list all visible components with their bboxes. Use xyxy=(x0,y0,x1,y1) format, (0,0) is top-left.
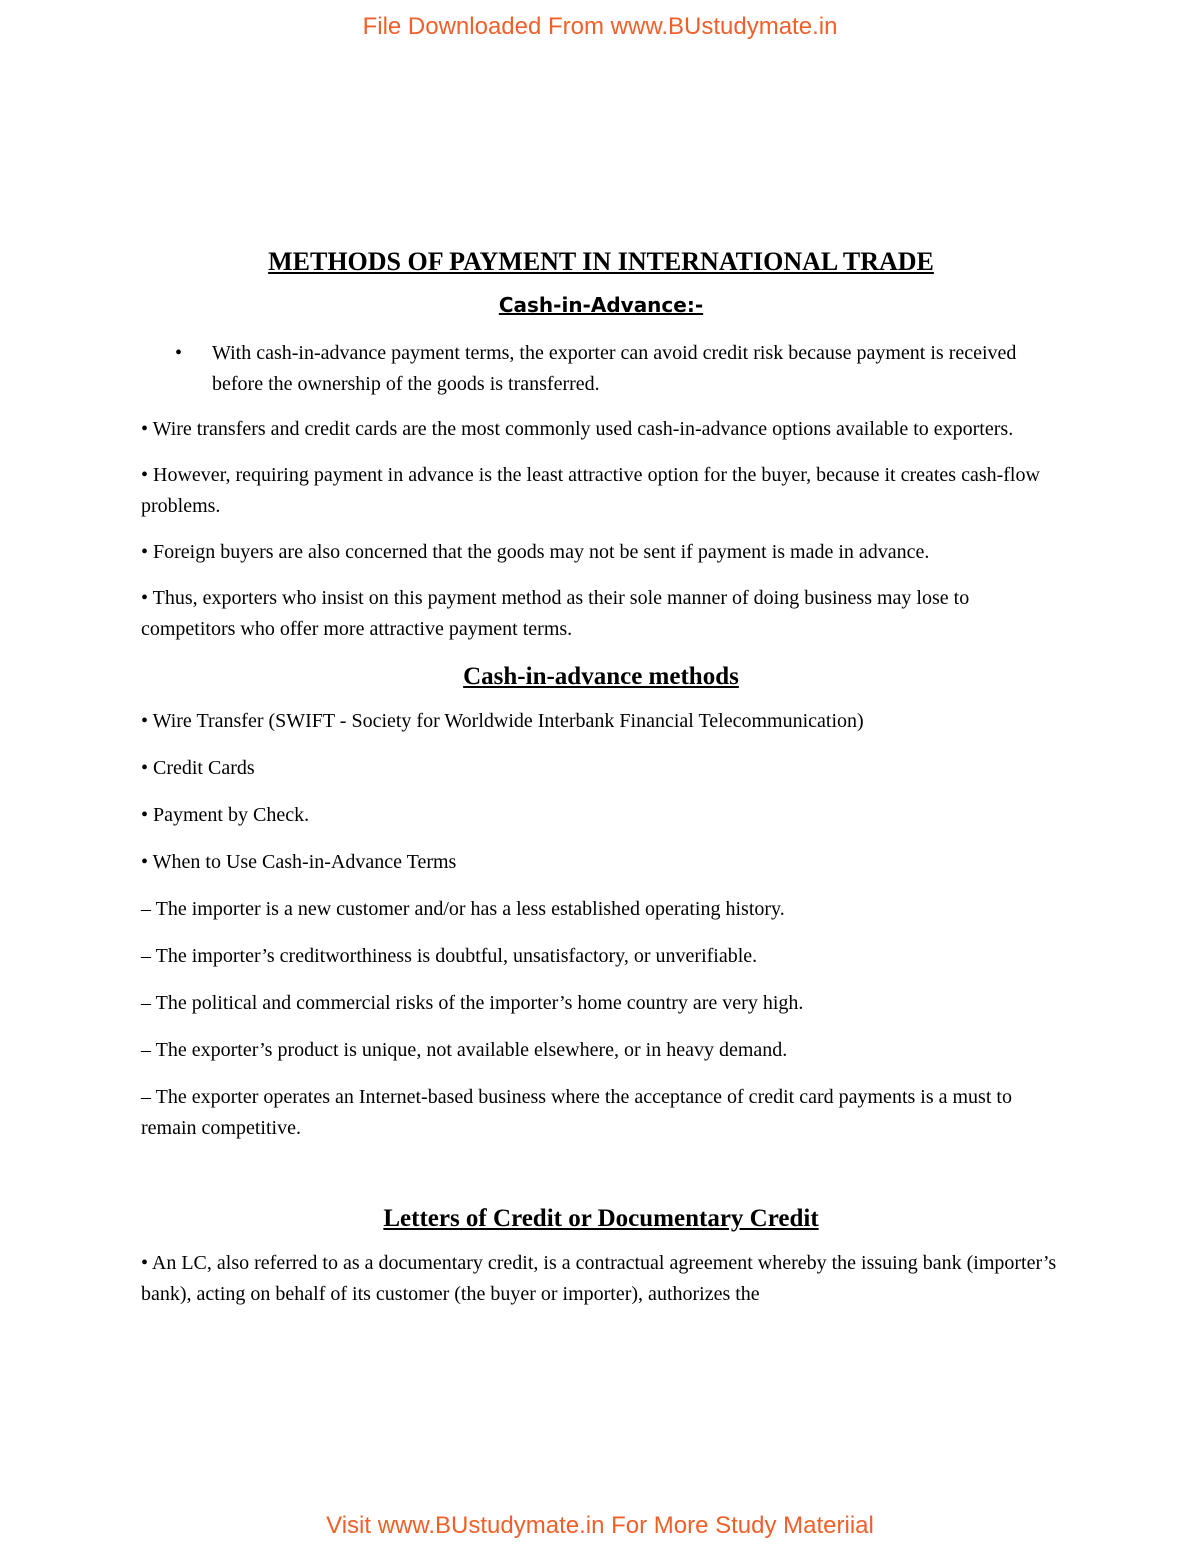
list-item: – The exporter operates an Internet-based business where the acceptance of credit card payments is a must to remain competitive. xyxy=(141,1086,1012,1139)
paragraph: • An LC, also referred to as a documentary credit, is a contractual agreement whereby the issuing bank (importer’s bank), acting on behalf of its customer (the buyer or importer), authorizes the xyxy=(141,1252,1057,1305)
section-heading-cash-in-advance: Cash-in-Advance:- xyxy=(498,293,704,317)
list-item: – The political and commercial risks of the importer’s home country are very high. xyxy=(141,992,804,1014)
bullet-list xyxy=(141,338,1061,400)
paragraph: • However, requiring payment in advance is the least attractive option for the buyer, because it creates cash-flow problems. xyxy=(141,464,1040,517)
paragraph: • Wire transfers and credit cards are the most commonly used cash-in-advance options available to exporters. xyxy=(141,418,1014,440)
list-item xyxy=(175,338,1061,400)
list-item: • When to Use Cash-in-Advance Terms xyxy=(141,851,457,873)
list-item: – The importer is a new customer and/or has a less established operating history. xyxy=(141,898,785,920)
section-heading-letters-of-credit: Letters of Credit or Documentary Credit xyxy=(383,1205,819,1232)
watermark-top: File Downloaded From www.BUstudymate.in xyxy=(362,13,838,40)
document-body xyxy=(141,244,1061,1325)
paragraph: • Thus, exporters who insist on this payment method as their sole manner of doing business may lose to competitors who offer more attractive payment terms. xyxy=(141,587,970,640)
section-heading-cash-in-advance-methods: Cash-in-advance methods xyxy=(463,663,739,690)
bullet-icon: • xyxy=(175,342,183,364)
list-item: – The exporter’s product is unique, not available elsewhere, or in heavy demand. xyxy=(141,1039,788,1061)
list-item: • Credit Cards xyxy=(141,757,255,779)
watermark-bottom: Visit www.BUstudymate.in For More Study Materiial xyxy=(326,1512,874,1539)
list-item: • Wire Transfer (SWIFT - Society for Worldwide Interbank Financial Telecommunication) xyxy=(141,710,864,732)
paragraph: • Foreign buyers are also concerned that the goods may not be sent if payment is made in advance. xyxy=(141,541,930,563)
list-item: – The importer’s creditworthiness is doubtful, unsatisfactory, or unverifiable. xyxy=(141,945,758,967)
list-item-text: With cash-in-advance payment terms, the exporter can avoid credit risk because payment is received before the ownership of the goods is transferred. xyxy=(212,342,1017,395)
list-item: • Payment by Check. xyxy=(141,804,310,826)
document-title: METHODS OF PAYMENT IN INTERNATIONAL TRADE xyxy=(268,247,934,276)
